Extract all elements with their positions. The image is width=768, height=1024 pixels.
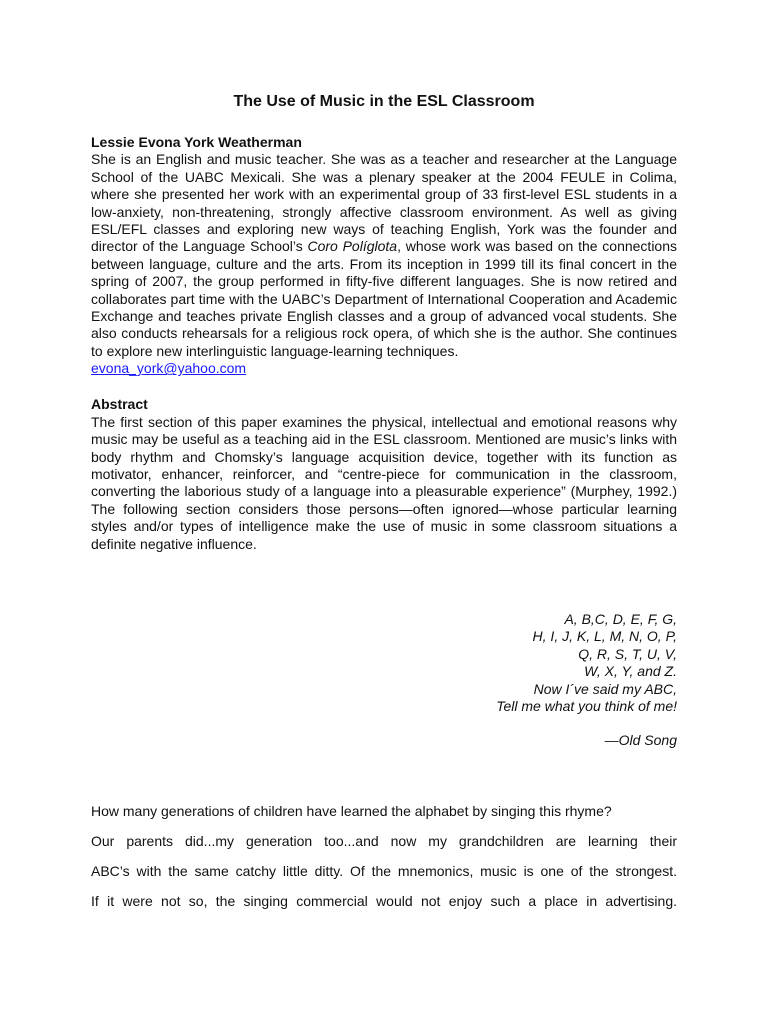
body-line: ABC’s with the same catchy little ditty. Of the mnemonics, music is one of the strongest.: [91, 862, 677, 879]
epigraph-line: A, B,C, D, E, F, G,: [564, 610, 677, 627]
epigraph-line: W, X, Y, and Z.: [584, 663, 677, 680]
abstract-heading: Abstract: [91, 396, 148, 413]
author-name: Lessie Evona York Weatherman: [91, 134, 302, 150]
body-paragraph: [91, 796, 677, 916]
body-line: How many generations of children have learned the alphabet by singing this rhyme?: [91, 802, 612, 819]
author-bio-text-start: She is an English and music teacher. She was as a teacher and researcher at the Language School of the UABC Mexicali. She was a plenary speaker at the 2004 FEULE in Colima, where she presented her work with an experimental group of 33 first-level ESL students in a low-anxiety, non-threatening, strongly affective classroom environment. As well as giving ESL/EFL classes and exploring new ways of teaching English, York was the founder and director of the Language School’s: [91, 151, 677, 255]
body-line: Our parents did...my generation too...and now my grandchildren are learning their: [91, 832, 677, 849]
author-bio: [91, 151, 677, 360]
body-line: If it were not so, the singing commercial would not enjoy such a place in advertising.: [91, 892, 677, 909]
abstract-text: The first section of this paper examines the physical, intellectual and emotional reasons why music may be useful as a teaching aid in the ESL classroom. Mentioned are music’s links with body rhythm and Chomsky’s language acquisition device, together with its function as motivator, enhancer, reinforcer, and “centre-piece for communication in the classroom, converting the laborious study of a language into a pleasurable experience” (Murphey, 1992.) The following section considers those persons—often ignored—whose particular learning styles and/or types of intelligence make the use of music in some classroom situations a definite negative influence.: [91, 413, 677, 552]
author-bio-text-end: , whose work was based on the connections between language, culture and the arts. From its inception in 1999 till its final concert in the spring of 2007, the group performed in fifty-five different languages. She is now retired and collaborates part time with the UABC’s Department of International Cooperation and Academic Exchange and teaches private English classes and a group of advanced vocal students. She also conducts rehearsals for a religious rock opera, of which she is the author. She continues to explore new interlinguistic language-learning techniques.: [91, 238, 677, 359]
author-email-link[interactable]: evona_york@yahoo.com: [91, 360, 247, 377]
epigraph-line: Tell me what you think of me!: [496, 697, 677, 714]
document-title: The Use of Music in the ESL Classroom: [233, 93, 535, 110]
epigraph-line: H, I, J, K, L, M, N, O, P,: [532, 628, 677, 645]
epigraph-poem: [91, 611, 677, 715]
epigraph-line: Q, R, S, T, U, V,: [578, 645, 677, 662]
epigraph-line: Now I´ve said my ABC,: [533, 680, 677, 697]
choir-name: Coro Políglota: [307, 238, 398, 255]
epigraph-attribution: —Old Song: [604, 732, 677, 749]
